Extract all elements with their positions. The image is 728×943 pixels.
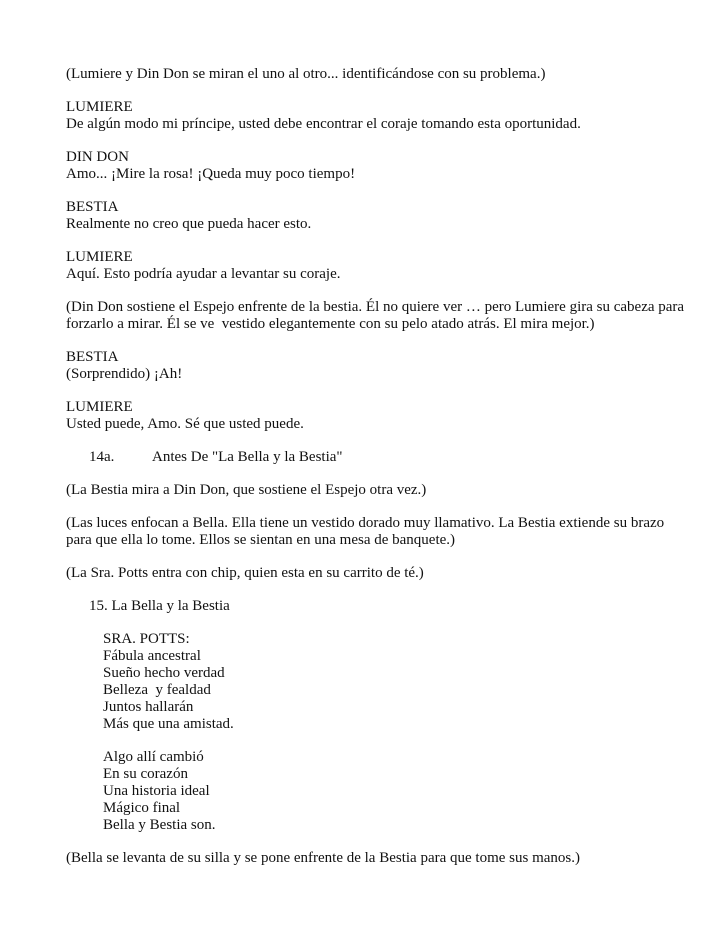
- lyric-line: Mágico final: [103, 800, 181, 816]
- dialogue-line: Usted puede, Amo. Sé que usted puede.: [66, 416, 304, 432]
- stage-direction: (Din Don sostiene el Espejo enfrente de la bestia. Él no quiere ver … pero Lumiere gira su cabeza para: [66, 299, 685, 315]
- lyric-speaker: SRA. POTTS:: [103, 631, 190, 647]
- musical-number-title: Antes De "La Bella y la Bestia": [152, 449, 343, 465]
- stage-direction: (Lumiere y Din Don se miran el uno al otro... identificándose con su problema.): [66, 66, 546, 82]
- stage-direction: (Las luces enfocan a Bella. Ella tiene un vestido dorado muy llamativo. La Bestia extiende su brazo: [66, 515, 665, 531]
- speaker-name: BESTIA: [66, 199, 119, 215]
- speaker-name: LUMIERE: [66, 249, 133, 265]
- stage-direction: (La Bestia mira a Din Don, que sostiene el Espejo otra vez.): [66, 482, 427, 498]
- stage-direction: (La Sra. Potts entra con chip, quien esta en su carrito de té.): [66, 565, 424, 581]
- musical-number-heading: [66, 449, 706, 466]
- stage-direction: (Bella se levanta de su silla y se pone enfrente de la Bestia para que tome sus manos.): [66, 850, 580, 866]
- script-page: [66, 66, 706, 867]
- speaker-name: BESTIA: [66, 349, 119, 365]
- lyric-line: Sueño hecho verdad: [103, 665, 225, 681]
- dialogue-line: (Sorprendido) ¡Ah!: [66, 366, 183, 382]
- lyric-line: Fábula ancestral: [103, 648, 201, 664]
- lyric-line: Más que una amistad.: [103, 716, 234, 732]
- dialogue-line: Amo... ¡Mire la rosa! ¡Queda muy poco tiempo!: [66, 166, 356, 182]
- speaker-name: DIN DON: [66, 149, 129, 165]
- lyric-line: Algo allí cambió: [103, 749, 204, 765]
- speaker-name: LUMIERE: [66, 399, 133, 415]
- dialogue-line: De algún modo mi príncipe, usted debe encontrar el coraje tomando esta oportunidad.: [66, 116, 581, 132]
- lyric-line: Juntos hallarán: [103, 699, 194, 715]
- speaker-name: LUMIERE: [66, 99, 133, 115]
- lyric-line: En su corazón: [103, 766, 188, 782]
- lyric-line: Bella y Bestia son.: [103, 817, 216, 833]
- dialogue-line: Realmente no creo que pueda hacer esto.: [66, 216, 312, 232]
- lyric-line: Belleza y fealdad: [103, 682, 211, 698]
- lyric-line: Una historia ideal: [103, 783, 210, 799]
- song-title: 15. La Bella y la Bestia: [89, 598, 230, 614]
- musical-number: 14a.: [89, 449, 115, 465]
- stage-direction: para que ella lo tome. Ellos se sientan en una mesa de banquete.): [66, 532, 456, 548]
- dialogue-line: Aquí. Esto podría ayudar a levantar su coraje.: [66, 266, 341, 282]
- stage-direction: forzarlo a mirar. Él se ve vestido elegantemente con su pelo atado atrás. El mira mejor.): [66, 316, 595, 332]
